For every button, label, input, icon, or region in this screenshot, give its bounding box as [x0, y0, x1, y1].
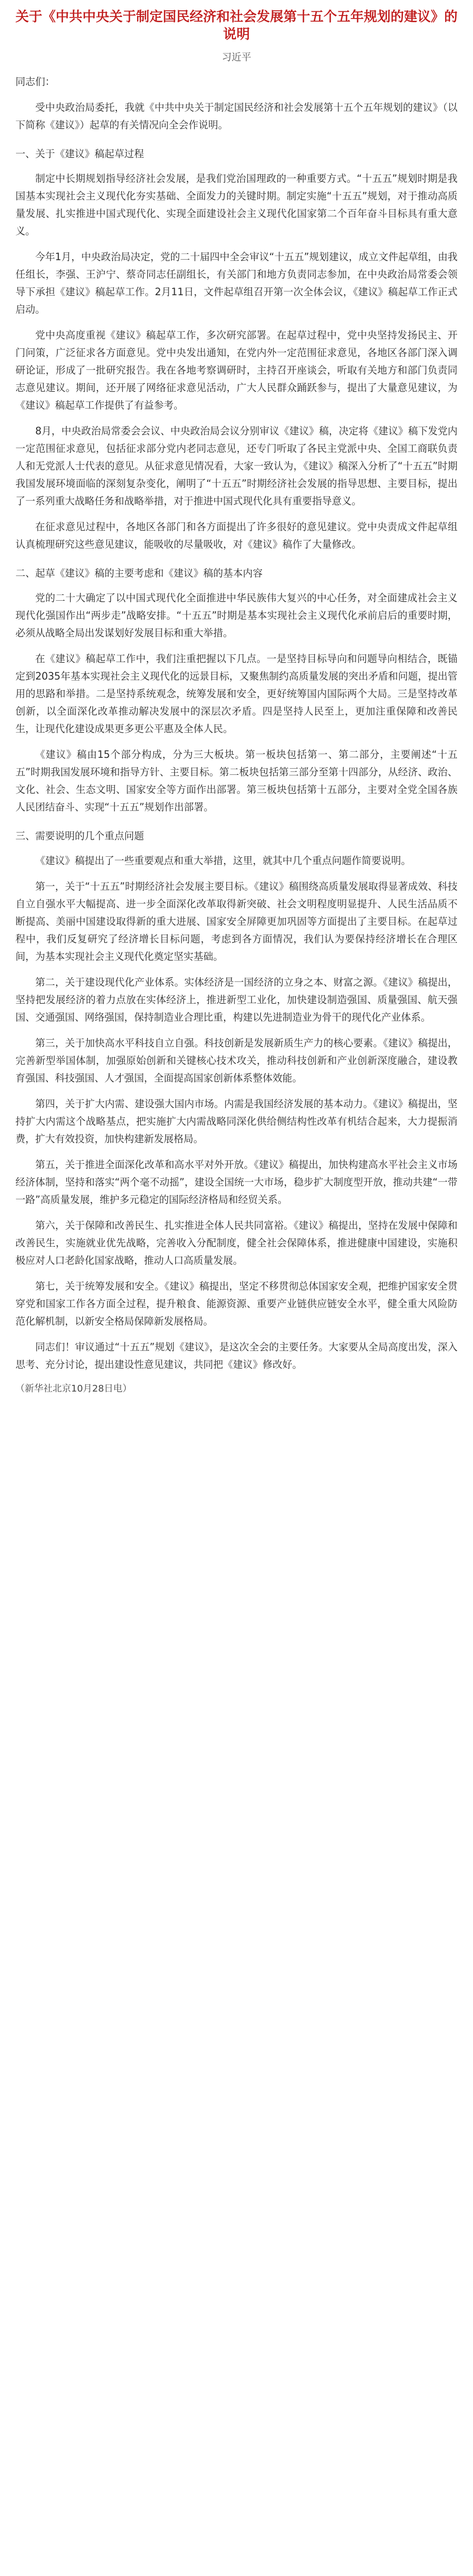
- paragraph: 第七，关于统筹发展和安全。《建议》稿提出，坚定不移贯彻总体国家安全观，把维护国家安全贯穿党和国家工作各方面全过程，提升粮食、能源资源、重要产业链供应链安全水平，健全重大风险防范化解机制，以新安全格局保障新发展格局。: [15, 1280, 458, 1327]
- article-body: [15, 73, 458, 1396]
- paragraph: 今年1月，中央政治局决定，党的二十届四中全会审议“十五五”规划建议，成立文件起草组，由我任组长，李强、王沪宁、蔡奇同志任副组长，有关部门和地方负责同志参加，在中央政治局常委会领导下承担《建议》稿起草工作。2月11日，文件起草组召开第一次全体会议，《建议》稿起草工作正式启动。: [15, 251, 458, 315]
- closing-paragraph: 同志们！审议通过“十五五”规划《建议》，是这次全会的主要任务。大家要从全局高度出发，深入思考、充分讨论，提出建设性意见建议，共同把《建议》修改好。: [15, 1341, 458, 1370]
- section-heading: 一、关于《建议》稿起草过程: [15, 148, 144, 160]
- section-heading: 二、起草《建议》稿的主要考虑和《建议》稿的基本内容: [15, 567, 263, 579]
- section-heading: 三、需要说明的几个重点问题: [15, 830, 144, 842]
- paragraph: 在征求意见过程中，各地区各部门和各方面提出了许多很好的意见建议。党中央责成文件起草组认真梳理研究这些意见建议，能吸收的尽量吸收，对《建议》稿作了大量修改。: [15, 521, 458, 550]
- paragraph: 党中央高度重视《建议》稿起草工作，多次研究部署。在起草过程中，党中央坚持发扬民主、开门问策，广泛征求各方面意见。党中央发出通知，在党内外一定范围征求意见，各地区各部门深入调研论证，形成了一批研究报告。我在各地考察调研时，主持召开座谈会，听取有关地方和部门负责同志意见建议。期间，还开展了网络征求意见活动，广大人民群众踊跃参与，提出了大量意见建议，为《建议》稿起草工作提供了有益参考。: [15, 329, 458, 411]
- article-author: 习近平: [222, 52, 251, 63]
- salutation: 同志们：: [15, 76, 55, 88]
- paragraph: 制定中长期规划指导经济社会发展，是我们党治国理政的一种重要方式。“十五五”规划时期是我国基本实现社会主义现代化夯实基础、全面发力的关键时期。制定实施“十五五”规划，对于推动高质量发展、扎实推进中国式现代化、实现全面建设社会主义现代化国家第二个百年奋斗目标具有重大意义。: [15, 173, 458, 237]
- paragraph: 第五，关于推进全面深化改革和高水平对外开放。《建议》稿提出，加快构建高水平社会主义市场经济体制，坚持和落实“两个毫不动摇”，建设全国统一大市场，稳步扩大制度型开放，推动共建“一带一路”高质量发展，维护多元稳定的国际经济格局和经贸关系。: [15, 1159, 458, 1206]
- source-note: （新华社北京10月28日电）: [15, 1383, 132, 1394]
- intro-paragraph: 受中央政治局委托，我就《中共中央关于制定国民经济和社会发展第十五个五年规划的建议》（以下简称《建议》）起草的有关情况向全会作说明。: [15, 101, 458, 131]
- article-title: 关于《中共中央关于制定国民经济和社会发展第十五个五年规划的建议》的说明: [15, 9, 458, 42]
- paragraph: 党的二十大确定了以中国式现代化全面推进中华民族伟大复兴的中心任务，对全面建成社会主义现代化强国作出“两步走”战略安排。“十五五”时期是基本实现社会主义现代化承前启后的重要时期，必须从战略全局出发谋划好发展目标和重大举措。: [15, 592, 458, 639]
- paragraph: 《建议》稿提出了一些重要观点和重大举措，这里，就其中几个重点问题作简要说明。: [35, 855, 411, 867]
- paragraph: 第一，关于“十五五”时期经济社会发展主要目标。《建议》稿围绕高质量发展取得显著成效、科技自立自强水平大幅提高、进一步全面深化改革取得新突破、社会文明程度明显提升、人民生活品质不断提高、美丽中国建设取得新的重大进展、国家安全屏障更加巩固等方面提出了主要目标。在起草过程中，我们反复研究了经济增长目标问题，考虑到各方面情况，我们认为要保持经济增长在合理区间，为基本实现社会主义现代化奠定坚实基础。: [15, 880, 458, 962]
- paragraph: 第三，关于加快高水平科技自立自强。科技创新是发展新质生产力的核心要素。《建议》稿提出，完善新型举国体制，加强原始创新和关键核心技术攻关，推动科技创新和产业创新深度融合，建设教育强国、科技强国、人才强国，全面提高国家创新体系整体效能。: [15, 1037, 458, 1084]
- paragraph: 第二，关于建设现代化产业体系。实体经济是一国经济的立身之本、财富之源。《建议》稿提出，坚持把发展经济的着力点放在实体经济上，推进新型工业化，加快建设制造强国、质量强国、航天强国、交通强国、网络强国，保持制造业合理比重，构建以先进制造业为骨干的现代化产业体系。: [15, 976, 458, 1023]
- paragraph: 第四，关于扩大内需、建设强大国内市场。内需是我国经济发展的基本动力。《建议》稿提出，坚持扩大内需这个战略基点，把实施扩大内需战略同深化供给侧结构性改革有机结合起来，大力提振消费，扩大有效投资，加快构建新发展格局。: [15, 1098, 458, 1145]
- paragraph: 《建议》稿由15个部分构成，分为三大板块。第一板块包括第一、第二部分，主要阐述“十五五”时期我国发展环境和指导方针、主要目标。第二板块包括第三部分至第十四部分，从经济、政治、文化、社会、生态文明、国家安全等方面作出部署。第三板块包括第十五部分，主要对全党全国各族人民团结奋斗、实现“十五五”规划作出部署。: [15, 749, 458, 813]
- paragraph: 8月，中央政治局常委会会议、中央政治局会议分别审议《建议》稿，决定将《建议》稿下发党内一定范围征求意见，包括征求部分党内老同志意见，还专门听取了各民主党派中央、全国工商联负责人和无党派人士代表的意见。从征求意见情况看，大家一致认为，《建议》稿深入分析了“十五五”时期我国发展环境面临的深刻复杂变化，阐明了“十五五”时期经济社会发展的指导思想、主要目标，提出了一系列重大战略任务和战略举措，对于推进中国式现代化具有重要指导意义。: [15, 425, 458, 507]
- paragraph: 第六，关于保障和改善民生、扎实推进全体人民共同富裕。《建议》稿提出，坚持在发展中保障和改善民生，实施就业优先战略，完善收入分配制度，健全社会保障体系，推进健康中国建设，实施积极应对人口老龄化国家战略，推动人口高质量发展。: [15, 1219, 458, 1266]
- paragraph: 在《建议》稿起草工作中，我们注重把握以下几点。一是坚持目标导向和问题导向相结合，既锚定到2035年基本实现社会主义现代化的远景目标，又聚焦制约高质量发展的突出矛盾和问题，提出管用的思路和举措。二是坚持系统观念，统筹发展和安全，更好统筹国内国际两个大局。三是坚持改革创新，以全面深化改革推动解决发展中的深层次矛盾。四是坚持人民至上，更加注重保障和改善民生，让现代化建设成果更多更公平惠及全体人民。: [15, 653, 458, 735]
